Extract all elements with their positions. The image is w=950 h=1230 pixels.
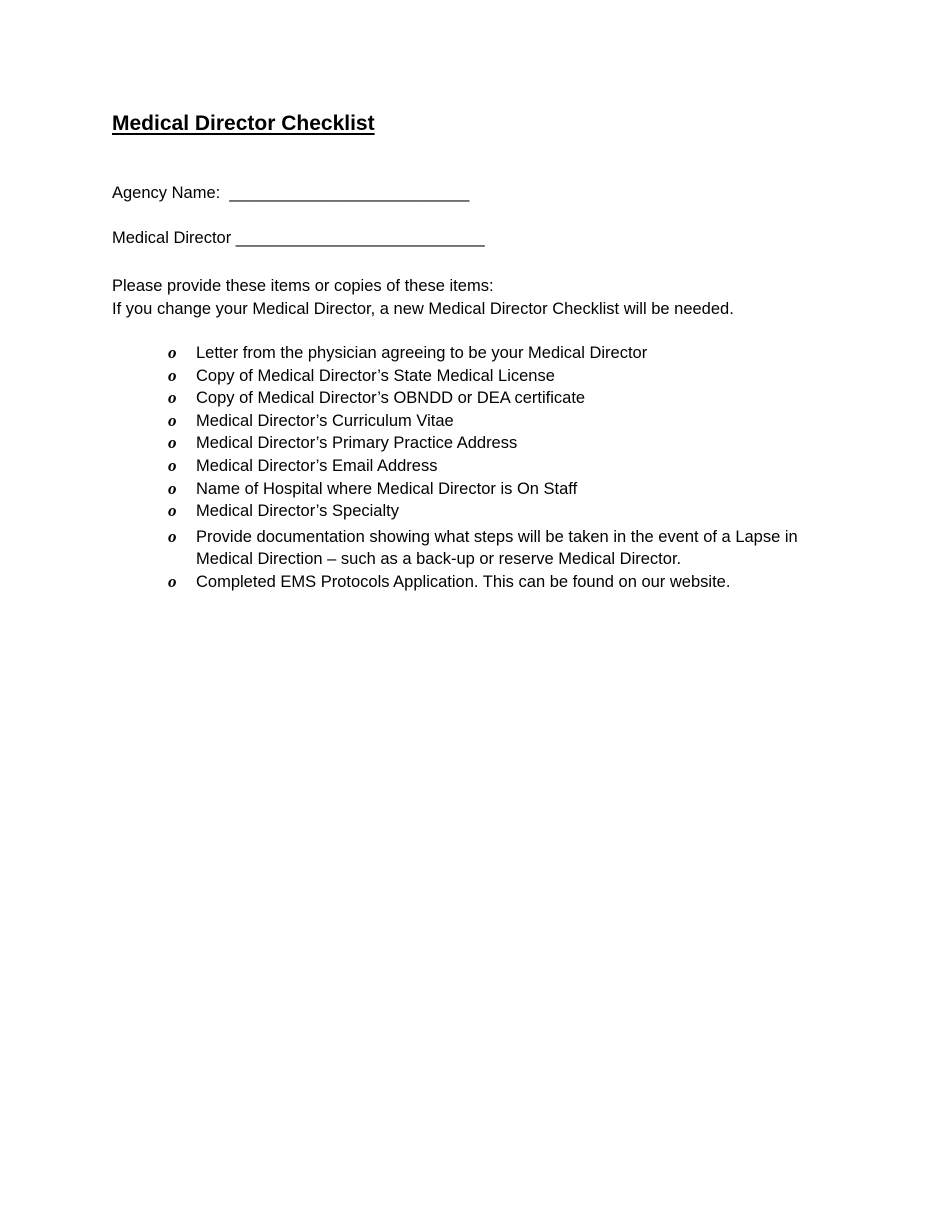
list-item <box>168 365 868 388</box>
list-item <box>168 455 868 478</box>
list-item <box>168 432 868 455</box>
agency-name-label: Agency Name: <box>112 184 221 202</box>
list-item-text: Letter from the physician agreeing to be your Medical Director <box>196 344 648 362</box>
list-item <box>168 571 868 594</box>
list-item <box>168 342 868 365</box>
bullet-icon: o <box>168 501 177 521</box>
list-item-text: Medical Director’s Email Address <box>196 456 438 475</box>
list-item-text: Copy of Medical Director’s State Medical License <box>196 366 555 385</box>
bullet-icon: o <box>168 571 177 591</box>
bullet-icon: o <box>168 410 177 430</box>
medical-director-blank-line: ____________________________ <box>235 229 485 247</box>
instructions <box>112 275 734 321</box>
list-item <box>168 410 868 433</box>
agency-name-blank-line: ___________________________ <box>229 184 470 202</box>
list-item-text: Name of Hospital where Medical Director is On Staff <box>196 479 578 498</box>
page-title: Medical Director Checklist <box>112 112 375 135</box>
list-item <box>168 526 868 571</box>
instructions-line-1: Please provide these items or copies of these items: <box>112 277 494 295</box>
list-item <box>168 500 868 523</box>
bullet-icon: o <box>168 433 177 453</box>
list-item <box>168 478 868 501</box>
checklist <box>168 342 868 594</box>
medical-director-field <box>112 229 484 248</box>
agency-name-field <box>112 184 469 203</box>
medical-director-label: Medical Director <box>112 229 232 247</box>
bullet-icon: o <box>168 478 177 498</box>
bullet-icon: o <box>168 365 177 385</box>
bullet-icon: o <box>168 526 177 546</box>
list-item <box>168 387 868 410</box>
list-item-text: Medical Director’s Curriculum Vitae <box>196 411 454 430</box>
bullet-icon: o <box>168 388 177 408</box>
list-item-text: Completed EMS Protocols Application. This can be found on our website. <box>196 572 731 591</box>
bullet-icon: o <box>168 455 177 475</box>
list-item-text: Medical Director’s Primary Practice Address <box>196 434 518 453</box>
list-item-text: Provide documentation showing what steps will be taken in the event of a Lapse in Medical Direction – such as a back-up or reserve Medical Director. <box>196 527 798 569</box>
bullet-icon: o <box>168 343 177 362</box>
list-item-text: Copy of Medical Director’s OBNDD or DEA certificate <box>196 389 586 408</box>
list-item-text: Medical Director’s Specialty <box>196 502 399 521</box>
instructions-line-2: If you change your Medical Director, a new Medical Director Checklist will be needed. <box>112 300 734 318</box>
